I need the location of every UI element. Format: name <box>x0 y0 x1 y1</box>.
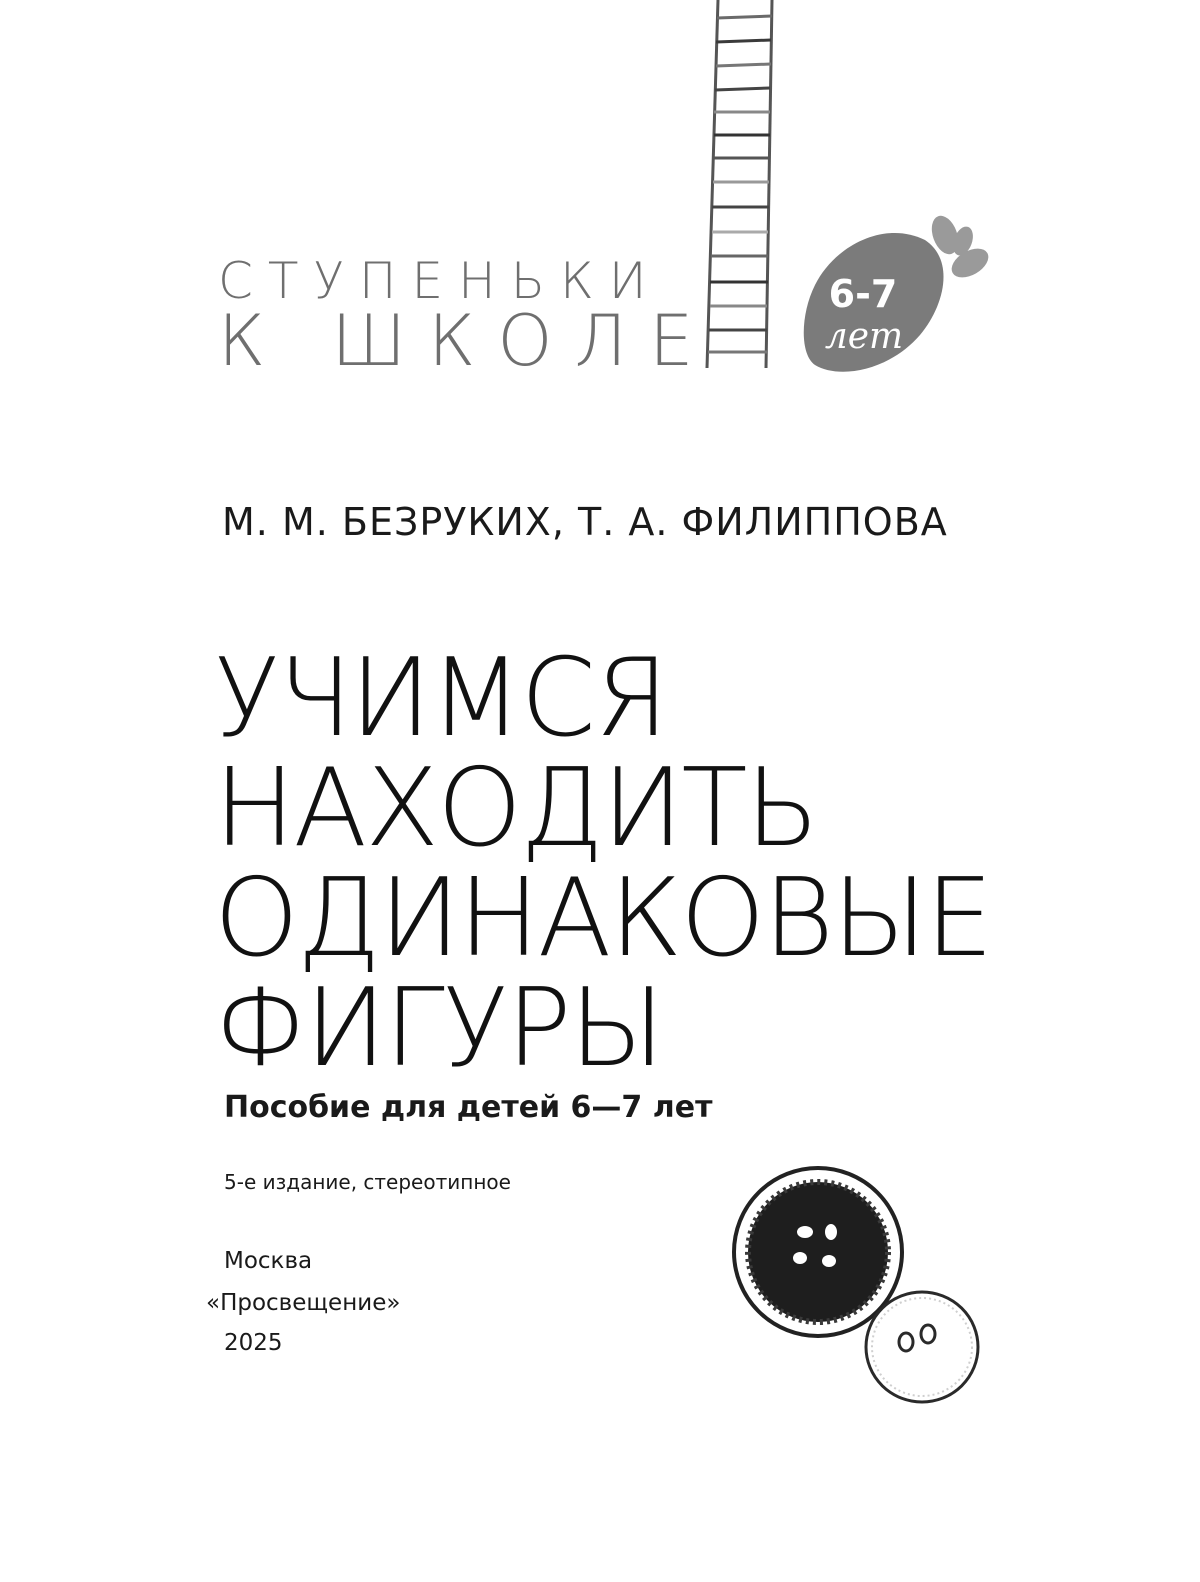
publication-year: 2025 <box>224 1330 283 1356</box>
edition-note: 5-е издание, стереотипное <box>224 1170 511 1194</box>
subtitle: Пособие для детей 6—7 лет <box>224 1090 713 1125</box>
series-title-line-2: К ШКОЛЕ <box>218 300 716 382</box>
book-title-line-1: УЧИМСЯ <box>214 636 668 761</box>
publisher-city: Москва <box>224 1248 313 1274</box>
publisher-name: «Просвещение» <box>206 1290 401 1316</box>
series-title-line-1: СТУПЕНЬКИ <box>218 252 662 310</box>
book-title-line-4: ФИГУРЫ <box>214 966 663 1091</box>
book-title-line-2: НАХОДИТЬ <box>214 746 818 871</box>
badge-age: 6-7 <box>828 272 898 316</box>
badge-age-unit: лет <box>824 316 904 357</box>
authors: М. М. БЕЗРУКИХ, Т. А. ФИЛИППОВА <box>222 500 948 544</box>
light-button-illustration <box>862 1288 982 1406</box>
book-title-line-3: ОДИНАКОВЫЕ <box>214 856 992 981</box>
